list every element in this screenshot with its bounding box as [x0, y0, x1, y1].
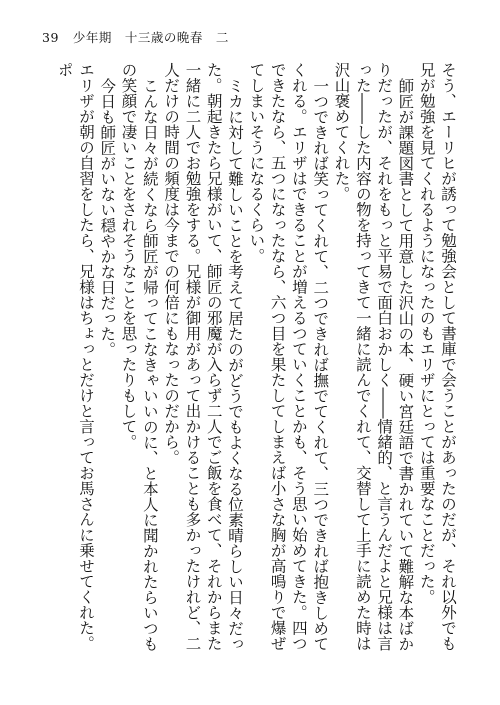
- page-header: [42, 28, 229, 46]
- paragraph-6: 今日も師匠がいない穏やかな日だった。: [98, 77, 117, 357]
- page-number: 39: [42, 30, 59, 45]
- paragraph-3: 一つできれば笑ってくれて、二つできれば撫でてくれて、三つできれば抱きしめてくれる。エリザはできることが増えるつていくことかも、そう思い始めてきた。四つできたなら、五つになったなら、六つ目を果たしてしまえば小さな胸が高鳴りで爆ぜてしまいそうになるくらい。: [247, 62, 330, 651]
- vertical-text-body: [38, 62, 458, 662]
- paragraph-1: そう、エーリヒが誘って勉強会として書庫で会うことがあったのだが、それ以外でも兄が勉強を見てくれるようになったのもエリザにとっては重要なことだった。: [417, 62, 457, 651]
- paragraph-5: こんな日々が続くなら師匠が帰ってこなきゃいいのに、と本人に聞かれたらいつもの笑顔で凄いことをされそうなことを思ったりもして。: [119, 62, 159, 651]
- paragraph-4: ミカに対して難しいことを考えて居たのがどうでもよくなる位素晴らしい日々だった。朝起きたら兄様がいて、師匠の邪魔が入らず二人でご飯を食べて、それからまた一緒に二人でお勉強をする。兄様が御用があって出かけることも多かったけれど、二人だけの時間の頻度は今までの何倍にもなったのだから。: [162, 62, 245, 651]
- paragraph-2: 師匠が課題図書として用意した沢山の本、硬い宮廷語で書かれていて難解な本ばかりだったが、それをもっと平易で面白おかしく――情緒的、と言うんだよと兄様は言った――した内容の物を持ってきて一緒に読んでくれて、交替して上手に読めた時は沢山褒めてくれた。: [332, 62, 415, 651]
- paragraph-7: エリザが朝の自習をしたら、兄様はちょっとだけと言ってお馬さんに乗せてくれた。ポ: [55, 62, 95, 651]
- running-title: 少年期 十三歳の晩春 二: [72, 30, 229, 45]
